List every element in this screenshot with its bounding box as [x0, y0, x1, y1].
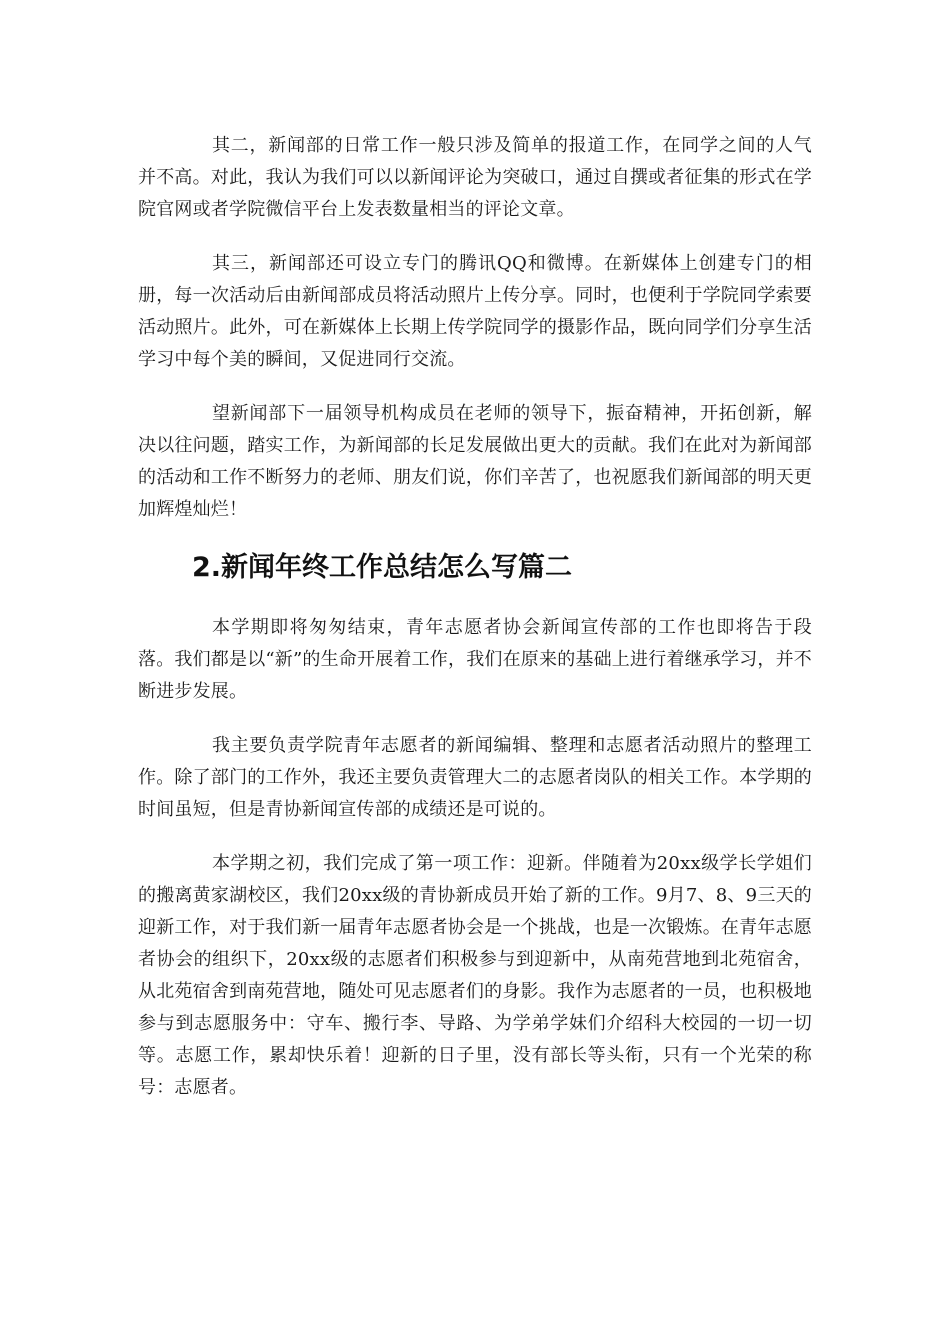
document-page [138, 130, 812, 1104]
section-heading: 2.新闻年终工作总结怎么写篇二 [192, 552, 573, 583]
paragraph-4: 本学期即将匆匆结束，青年志愿者协会新闻宣传部的工作也即将告于段落。我们都是以“新”的生命开展着工作，我们在原来的基础上进行着继承学习，并不断进步发展。 [138, 617, 813, 702]
paragraph-1: 其二，新闻部的日常工作一般只涉及简单的报道工作，在同学之间的人气并不高。对此，我认为我们可以以新闻评论为突破口，通过自撰或者征集的形式在学院官网或者学院微信平台上发表数量相当的评论文章。 [138, 135, 812, 220]
paragraph-5: 我主要负责学院青年志愿者的新闻编辑、整理和志愿者活动照片的整理工作。除了部门的工作外，我还主要负责管理大二的志愿者岗队的相关工作。本学期的时间虽短，但是青协新闻宣传部的成绩还是可说的。 [138, 735, 812, 820]
paragraph-6: 本学期之初，我们完成了第一项工作：迎新。伴随着为20xx级学长学姐们的搬离黄家湖校区，我们20xx级的青协新成员开始了新的工作。9月7、8、9三天的迎新工作，对于我们新一届青年志愿者协会是一个挑战，也是一次锻炼。在青年志愿者协会的组织下，20xx级的志愿者们积极参与到迎新中，从南苑营地到北苑宿舍，从北苑宿舍到南苑营地，随处可见志愿者们的身影。我作为志愿者的一员，也积极地参与到志愿服务中：守车、搬行李、导路、为学弟学妹们介绍科大校园的一切一切等。志愿工作，累却快乐着！迎新的日子里，没有部长等头衔，只有一个光荣的称号：志愿者。 [138, 853, 812, 1098]
paragraph-2: 其三，新闻部还可设立专门的腾讯QQ和微博。在新媒体上创建专门的相册，每一次活动后由新闻部成员将活动照片上传分享。同时，也便利于学院同学索要活动照片。此外，可在新媒体上长期上传学院同学的摄影作品，既向同学们分享生活学习中每个美的瞬间，又促进同行交流。 [138, 253, 812, 370]
paragraph-3: 望新闻部下一届领导机构成员在老师的领导下，振奋精神，开拓创新，解决以往问题，踏实工作，为新闻部的长足发展做出更大的贡献。我们在此对为新闻部的活动和工作不断努力的老师、朋友们说，你们辛苦了，也祝愿我们新闻部的明天更加辉煌灿烂！ [138, 403, 812, 520]
